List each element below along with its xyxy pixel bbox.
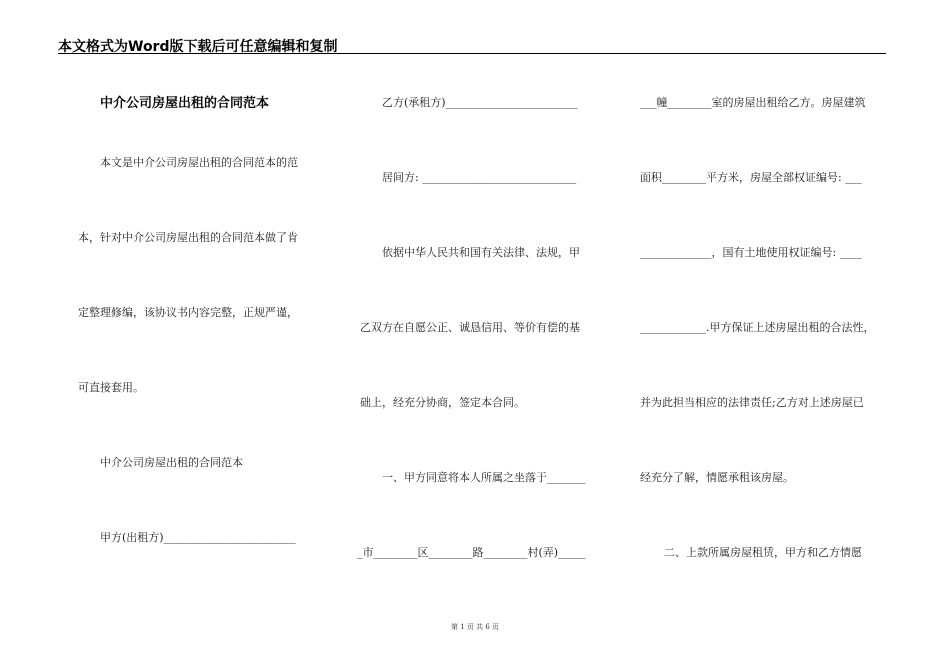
clause-1-line: 一、甲方同意将本人所属之坐落于_______ [382, 471, 586, 484]
paragraph-line: 依据中华人民共和国有关法律、法规，甲 [382, 246, 580, 259]
document-title: 中介公司房屋出租的合同范本 [100, 96, 270, 111]
address-line: _市________区________路________村(弄)_____ [357, 546, 586, 559]
paragraph-line: ____________.甲方保证上述房屋出租的合法性， [640, 321, 875, 334]
paragraph-line: 并为此担当相应的法律责任;乙方对上述房屋已 [640, 396, 864, 409]
paragraph-line: 面积________平方米，房屋全部权证编号: ___ [640, 171, 862, 184]
header-rule [58, 53, 886, 54]
paragraph-line: 本，针对中介公司房屋出租的合同范本做了肯 [78, 231, 298, 244]
party-b-field: 乙方(承租方)________________________ [382, 96, 578, 109]
paragraph-line: 定整理修编，该协议书内容完整，正规严谨， [78, 306, 298, 319]
paragraph-line: ___幢________室的房屋出租给乙方。房屋建筑 [640, 96, 866, 109]
party-a-field: 甲方(出租方)________________________ [100, 531, 296, 544]
paragraph-line: 可直接套用。 [78, 381, 144, 394]
paragraph-line: 乙双方在自愿公正、诚恳信用、等价有偿的基 [360, 321, 580, 334]
section-heading: 中介公司房屋出租的合同范本 [100, 456, 243, 469]
paragraph-line: 经充分了解，情愿承租该房屋。 [640, 471, 794, 484]
paragraph-line: 本文是中介公司房屋出租的合同范本的范 [100, 156, 298, 169]
clause-2-line: 二、上款所属房屋租赁，甲方和乙方情愿 [664, 546, 862, 559]
intermediary-field: 居间方: ____________________________ [382, 171, 577, 184]
page-header: 本文格式为Word版下载后可任意编辑和复制 [58, 39, 338, 55]
paragraph-line: _____________，国有土地使用权证编号: ____ [640, 246, 862, 259]
paragraph-line: 础上，经充分协商，签定本合同。 [360, 396, 525, 409]
page-number: 第 1 页 共 6 页 [450, 623, 500, 631]
